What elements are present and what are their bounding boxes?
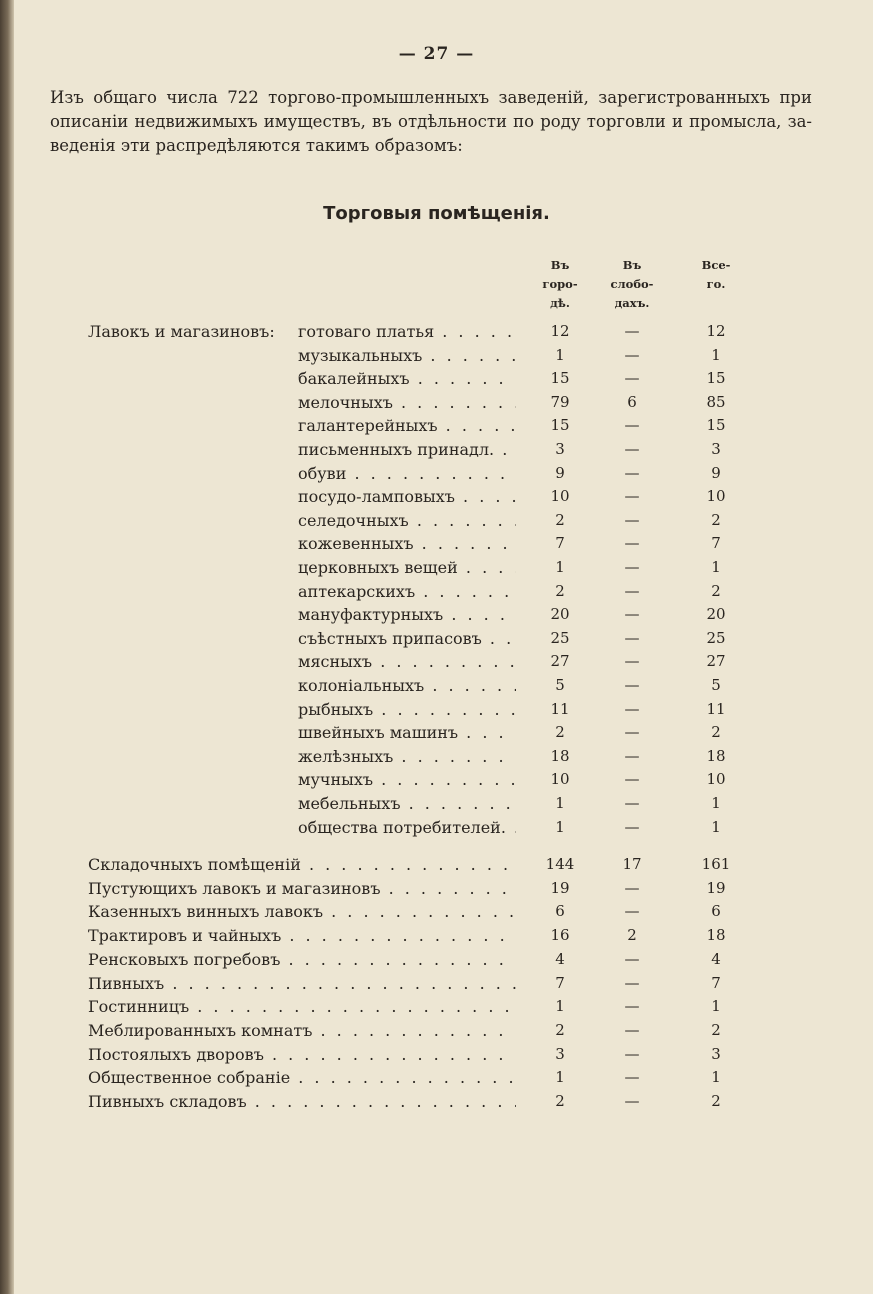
suburb-count: —	[624, 1092, 640, 1110]
column-header-line: Въ	[550, 258, 570, 272]
row-label: желѣзныхъ . . .	[298, 747, 516, 766]
suburb-count: 2	[627, 926, 637, 945]
suburb-count: —	[624, 1044, 640, 1063]
city-count: 5	[555, 676, 565, 694]
row-label: письменныхъ принадл. . . .	[298, 440, 516, 459]
city-count: 7	[555, 534, 565, 553]
total-count: 7	[711, 973, 721, 992]
row-label: аптекарскихъ . . .	[298, 582, 516, 601]
total-count: 1	[711, 817, 721, 836]
table-row	[0, 818, 873, 842]
total-count: 85	[706, 392, 726, 411]
total-count: 4	[711, 949, 721, 968]
total-count: 1	[711, 345, 721, 364]
total-count: 20	[706, 605, 726, 624]
total-count: 1	[711, 997, 721, 1016]
table-row	[0, 926, 873, 950]
table-row	[0, 629, 873, 653]
table-row	[0, 974, 873, 998]
row-label: мясныхъ . . .	[298, 652, 516, 671]
column-header-line: дахъ.	[614, 296, 650, 310]
suburb-count: —	[624, 949, 640, 968]
city-count: 6	[555, 902, 565, 921]
suburb-count: —	[624, 416, 640, 435]
suburb-count: —	[624, 699, 640, 718]
column-header-total	[686, 256, 746, 294]
table-row	[0, 879, 873, 903]
suburb-count: —	[624, 487, 640, 506]
table-row	[0, 416, 873, 440]
table-row	[0, 582, 873, 606]
table-row	[0, 534, 873, 558]
column-header-city	[530, 256, 590, 313]
total-count: 1	[711, 1068, 721, 1087]
suburb-count: —	[624, 973, 640, 992]
suburb-count: —	[624, 902, 640, 921]
total-count: 2	[711, 581, 721, 600]
row-label: рыбныхъ . . .	[298, 700, 516, 719]
city-count: 1	[555, 817, 565, 836]
total-count: 3	[711, 440, 721, 458]
table-row	[0, 1021, 873, 1045]
suburb-count: —	[624, 676, 640, 694]
suburb-count: 6	[627, 392, 637, 411]
suburb-count: —	[624, 440, 640, 458]
city-count: 1	[555, 558, 565, 576]
city-count: 25	[550, 628, 570, 647]
total-count: 3	[711, 1044, 721, 1063]
column-header-line: Все-	[701, 258, 731, 272]
total-count: 19	[706, 878, 726, 897]
table-row	[0, 346, 873, 370]
suburb-count: —	[624, 510, 640, 529]
total-count: 2	[711, 723, 721, 742]
suburb-count: —	[624, 997, 640, 1016]
total-count: 10	[706, 487, 726, 506]
city-count: 2	[555, 1020, 565, 1039]
table-row	[0, 393, 873, 417]
column-header-line: дѣ.	[550, 296, 570, 310]
row-label: готоваго платья . . .	[298, 322, 516, 341]
column-header-line: Въ	[622, 258, 642, 272]
row-label: съѣстныхъ припасовъ . . .	[298, 629, 516, 648]
table-row	[0, 747, 873, 771]
row-label: посудо-ламповыхъ . . .	[298, 487, 516, 506]
city-count: 16	[550, 926, 570, 945]
row-label: церковныхъ вещей . . .	[298, 558, 516, 577]
city-count: 2	[555, 581, 565, 600]
city-count: 7	[555, 973, 565, 992]
row-label: мучныхъ . . .	[298, 770, 516, 789]
table-row	[0, 558, 873, 582]
total-count: 18	[706, 926, 726, 945]
row-label: швейныхъ машинъ . . .	[298, 723, 516, 742]
total-count: 161	[701, 855, 731, 873]
section-title: Торговыя помѣщенія.	[323, 203, 550, 224]
row-label: Складочныхъ помѣщеній . . .	[88, 855, 516, 874]
table-row	[0, 997, 873, 1021]
row-label: Трактировъ и чайныхъ . . .	[88, 926, 516, 945]
row-label: мебельныхъ . . .	[298, 794, 516, 813]
city-count: 10	[550, 487, 570, 506]
total-count: 1	[711, 794, 721, 812]
city-count: 2	[555, 723, 565, 742]
suburb-count: —	[624, 817, 640, 836]
total-count: 15	[706, 369, 726, 388]
city-count: 2	[555, 510, 565, 529]
suburb-count: —	[624, 369, 640, 388]
row-label: Пивныхъ складовъ . . .	[88, 1092, 516, 1111]
city-count: 1	[555, 794, 565, 812]
suburb-count: —	[624, 558, 640, 576]
row-label: Пивныхъ . . .	[88, 974, 516, 993]
city-count: 1	[555, 345, 565, 364]
city-count: 20	[550, 605, 570, 624]
city-count: 2	[555, 1092, 565, 1110]
row-label: мелочныхъ . . .	[298, 393, 516, 412]
row-label: Пустующихъ лавокъ и магазиновъ . . .	[88, 879, 516, 898]
total-count: 10	[706, 770, 726, 789]
total-count: 12	[706, 322, 726, 340]
total-count: 6	[711, 902, 721, 921]
row-label: Общественное собраніе . . .	[88, 1068, 516, 1087]
table-row	[0, 770, 873, 794]
table-row	[0, 464, 873, 488]
total-count: 5	[711, 676, 721, 694]
total-count: 18	[706, 746, 726, 765]
table-row	[0, 487, 873, 511]
city-count: 9	[555, 463, 565, 482]
table-row	[0, 902, 873, 926]
suburb-count: —	[624, 605, 640, 624]
total-count: 9	[711, 463, 721, 482]
city-count: 1	[555, 997, 565, 1016]
suburb-count: —	[624, 723, 640, 742]
suburb-count: —	[624, 628, 640, 647]
total-count: 15	[706, 416, 726, 435]
column-header-suburb	[598, 256, 666, 313]
row-label: обуви . . .	[298, 464, 516, 483]
suburb-count: —	[624, 794, 640, 812]
row-label: Меблированныхъ комнатъ . . .	[88, 1021, 516, 1040]
row-label: колоніальныхъ . . .	[298, 676, 516, 695]
table-row	[0, 440, 873, 464]
table-row	[0, 605, 873, 629]
total-count: 25	[706, 628, 726, 647]
city-count: 12	[550, 322, 570, 340]
suburb-count: —	[624, 1020, 640, 1039]
row-label: Постоялыхъ дворовъ . . .	[88, 1045, 516, 1064]
city-count: 18	[550, 746, 570, 765]
intro-line-1: Изъ общаго числа 722 торгово-промышленныхъ заведеній, зарегистрованныхъ при	[50, 88, 812, 107]
suburb-count: —	[624, 1068, 640, 1087]
city-count: 3	[555, 1044, 565, 1063]
city-count: 15	[550, 369, 570, 388]
city-count: 10	[550, 770, 570, 789]
city-count: 15	[550, 416, 570, 435]
suburb-count: —	[624, 652, 640, 671]
suburb-count: —	[624, 463, 640, 482]
table-row	[0, 652, 873, 676]
column-header-line: горо-	[542, 277, 578, 291]
table-row	[0, 1068, 873, 1092]
row-label: кожевенныхъ . . .	[298, 534, 516, 553]
city-count: 4	[555, 949, 565, 968]
suburb-count: —	[624, 746, 640, 765]
row-label: Казенныхъ винныхъ лавокъ . . .	[88, 902, 516, 921]
group-label: Лавокъ и магазиновъ:	[88, 322, 275, 341]
suburb-count: —	[624, 878, 640, 897]
table-row	[0, 723, 873, 747]
table-row	[0, 1092, 873, 1116]
total-count: 27	[706, 652, 726, 671]
table-row	[0, 511, 873, 535]
suburb-count: —	[624, 770, 640, 789]
table-row	[0, 700, 873, 724]
row-label: музыкальныхъ . . .	[298, 346, 516, 365]
city-count: 1	[555, 1068, 565, 1087]
intro-paragraph	[50, 86, 812, 158]
column-header-line: слобо-	[610, 277, 654, 291]
intro-line-3: веденія эти распредѣляются такимъ образомъ:	[50, 136, 463, 155]
city-count: 11	[550, 699, 570, 718]
total-count: 2	[711, 1092, 721, 1110]
table-row	[0, 322, 873, 346]
row-label: бакалейныхъ . . .	[298, 369, 516, 388]
suburb-count: 17	[622, 855, 642, 873]
city-count: 27	[550, 652, 570, 671]
total-count: 2	[711, 510, 721, 529]
total-count: 2	[711, 1020, 721, 1039]
city-count: 144	[545, 855, 575, 873]
column-header-line: го.	[706, 277, 726, 291]
total-count: 11	[706, 699, 726, 718]
row-label: селедочныхъ . . .	[298, 511, 516, 530]
total-count: 7	[711, 534, 721, 553]
suburb-count: —	[624, 345, 640, 364]
row-label: общества потребителей. . . .	[298, 818, 516, 837]
suburb-count: —	[624, 322, 640, 340]
page-number: — 27 —	[398, 44, 475, 64]
table-row	[0, 855, 873, 879]
table-row	[0, 794, 873, 818]
row-label: галантерейныхъ . . .	[298, 416, 516, 435]
city-count: 79	[550, 392, 570, 411]
row-label: мануфактурныхъ . . .	[298, 605, 516, 624]
suburb-count: —	[624, 534, 640, 553]
table-row	[0, 950, 873, 974]
table-row	[0, 1045, 873, 1069]
row-label: Ренсковыхъ погребовъ . . .	[88, 950, 516, 969]
intro-line-2: описаніи недвижимыхъ имуществъ, въ отдѣльности по роду торговли и промысла, за-	[50, 112, 812, 131]
total-count: 1	[711, 558, 721, 576]
city-count: 19	[550, 878, 570, 897]
row-label: Гостинницъ . . .	[88, 997, 516, 1016]
table-row	[0, 676, 873, 700]
suburb-count: —	[624, 581, 640, 600]
city-count: 3	[555, 440, 565, 458]
table-row	[0, 369, 873, 393]
